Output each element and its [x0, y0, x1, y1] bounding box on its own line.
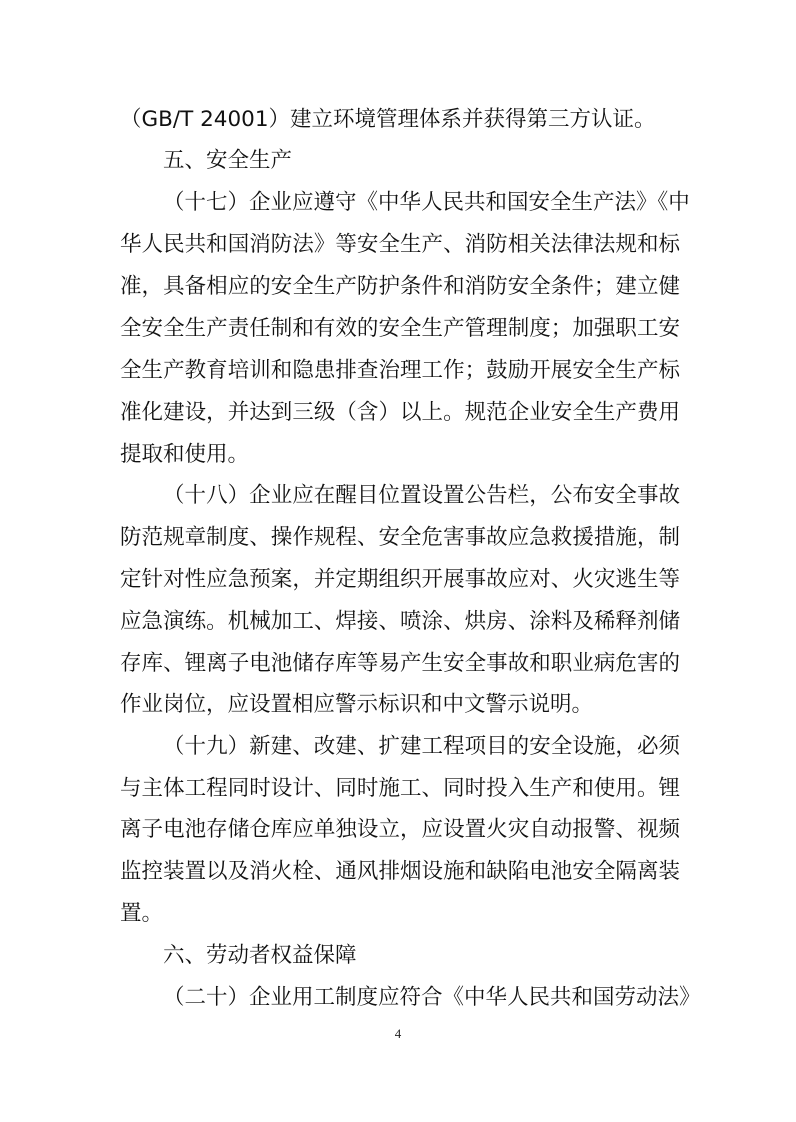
paragraph-line: 与主体工程同时设计、同时施工、同时投入生产和使用。锂 — [120, 776, 680, 801]
section-heading-safety: 五、安全生产 — [163, 148, 293, 173]
clause-19-line: （十九）新建、改建、扩建工程项目的安全设施，必须 — [163, 734, 680, 759]
paragraph-line: 离子电池存储仓库应单独设立，应设置火灾自动报警、视频 — [120, 817, 680, 842]
paragraph-line: （GB/T 24001）建立环境管理体系并获得第三方认证。 — [120, 107, 656, 132]
paragraph-line: 定针对性应急预案，并定期组织开展事故应对、火灾逃生等 — [120, 567, 680, 592]
paragraph-line: 华人民共和国消防法》等安全生产、消防相关法律法规和标 — [120, 232, 680, 257]
paragraph-line: 提取和使用。 — [120, 442, 250, 467]
paragraph-line: 存库、锂离子电池储存库等易产生安全事故和职业病危害的 — [120, 651, 680, 676]
clause-18-line: （十八）企业应在醒目位置设置公告栏，公布安全事故 — [163, 483, 680, 508]
section-heading-labor-rights: 六、劳动者权益保障 — [163, 943, 357, 968]
paragraph-line: 防范规章制度、操作规程、安全危害事故应急救援措施，制 — [120, 525, 680, 550]
paragraph-line: 准化建设，并达到三级（含）以上。规范企业安全生产费用 — [120, 400, 680, 425]
paragraph-line: 监控装置以及消火栓、通风排烟设施和缺陷电池安全隔离装 — [120, 859, 680, 884]
paragraph-line: 置。 — [120, 901, 164, 926]
paragraph-line: 准，具备相应的安全生产防护条件和消防安全条件；建立健 — [120, 274, 680, 299]
paragraph-line: 全生产教育培训和隐患排查治理工作；鼓励开展安全生产标 — [120, 358, 680, 383]
paragraph-line: 作业岗位，应设置相应警示标识和中文警示说明。 — [120, 692, 594, 717]
paragraph-line: 全安全生产责任制和有效的安全生产管理制度；加强职工安 — [120, 316, 680, 341]
clause-20-line: （二十）企业用工制度应符合《中华人民共和国劳动法》 — [163, 985, 701, 1010]
page-number: 4 — [394, 1026, 402, 1041]
paragraph-line: 应急演练。机械加工、焊接、喷涂、烘房、涂料及稀释剂储 — [120, 609, 680, 634]
clause-17-line: （十七）企业应遵守《中华人民共和国安全生产法》《中 — [163, 190, 690, 215]
